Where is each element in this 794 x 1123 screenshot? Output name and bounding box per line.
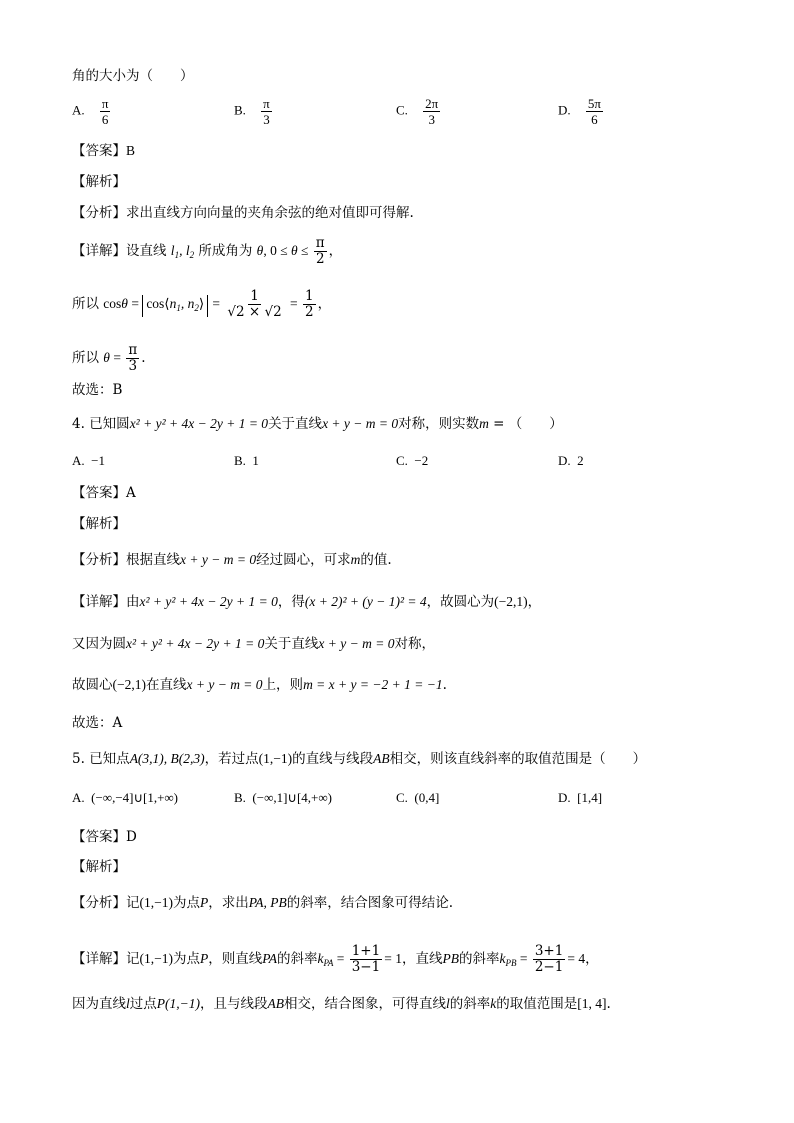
q3-answer: 【答案】B: [72, 143, 136, 159]
q4-stem: 4. 已知圆x² + y² + 4x − 2y + 1 = 0关于直线x + y − m = 0对称，则实数m = （ ）: [72, 416, 563, 432]
q4-xiangjie-line2: 又因为圆x² + y² + 4x − 2y + 1 = 0关于直线x + y − m = 0对称，: [72, 636, 435, 652]
q4-option-b: B. 1: [234, 453, 259, 468]
q4-option-d: D. 2: [558, 453, 584, 468]
q3-option-a: A. $\frac{\pi}{6}$: [72, 96, 109, 127]
q5-stem: 5. 已知点A(3,1), B(2,3)，若过点(1,−1)的直线与线段AB相交，则该直线斜率的取值范围是（ ）: [72, 751, 647, 767]
q4-option-a: A. −1: [72, 453, 105, 468]
q3-xiangjie-line2: 所以 $\cos\theta = \cos⟨n_1$, $n_2⟩$ = $\frac{1}{√2 \times √2}$ = $\frac{1}{2}$ ，: [72, 288, 332, 320]
q3-xiangjie-line3: 所以 θ = $\frac{\pi}{3}$ .: [72, 342, 146, 374]
q5-option-d: D. [1,4]: [558, 790, 603, 805]
q4-answer: 【答案】A: [72, 485, 136, 501]
q5-option-c: C. (0,4]: [396, 790, 440, 805]
q5-answer: 【答案】D: [72, 829, 137, 845]
q3-option-d: D. $\frac{5\pi}{6}$: [558, 96, 601, 127]
q3-option-c: C. $\frac{2\pi}{3}$: [396, 96, 439, 127]
q4-xiangjie-line3: 故圆心(−2,1)在直线x + y − m = 0上，则m = x + y = −2 + 1 = −1.: [72, 677, 447, 693]
q5-option-a: A. (−∞,−4]∪[1,+∞): [72, 790, 179, 805]
q5-xiangjie-line1: 【详解】记(1,−1)为点P，则直线PA的斜率$k_{PA}$ = $\frac{1+1}{3-1}$ = 1，直线PB的斜率$k_{PB}$ = $\frac{3+1}{2-1}$ = 4，: [72, 943, 599, 975]
q3-guxuan: 故选：B: [72, 382, 123, 398]
q3-jiexi: 【解析】: [72, 174, 126, 190]
q4-xiangjie-line1: 【详解】由x² + y² + 4x − 2y + 1 = 0，得(x + 2)² + (y − 1)² = 4，故圆心为(−2,1)，: [72, 594, 542, 610]
q4-fenxi: 【分析】根据直线x + y − m = 0经过圆心，可求m的值.: [72, 552, 392, 568]
q5-option-b: B. (−∞,1]∪[4,+∞): [234, 790, 332, 805]
q4-guxuan: 故选：A: [72, 715, 123, 731]
q5-jiexi: 【解析】: [72, 859, 126, 875]
q3-fenxi: 【分析】求出直线方向向量的夹角余弦的绝对值即可得解.: [72, 205, 414, 221]
q3-option-b: B. $\frac{\pi}{3}$: [234, 96, 270, 127]
q3-stem-tail: 角的大小为（ ）: [72, 68, 194, 84]
q5-xiangjie-line2: 因为直线l过点P(1,−1)，且与线段AB相交，结合图象，可得直线l的斜率k的取值范围是[1, 4].: [72, 996, 611, 1012]
q4-jiexi: 【解析】: [72, 516, 126, 532]
q4-option-c: C. −2: [396, 453, 429, 468]
q3-xiangjie-line1: 【详解】设直线 $l_1$, $l_2$ 所成角为 θ, 0 ≤ θ ≤ $\frac{\pi}{2}$ ，: [72, 235, 343, 267]
q5-fenxi: 【分析】记(1,−1)为点P，求出PA, PB的斜率，结合图象可得结论.: [72, 895, 454, 911]
